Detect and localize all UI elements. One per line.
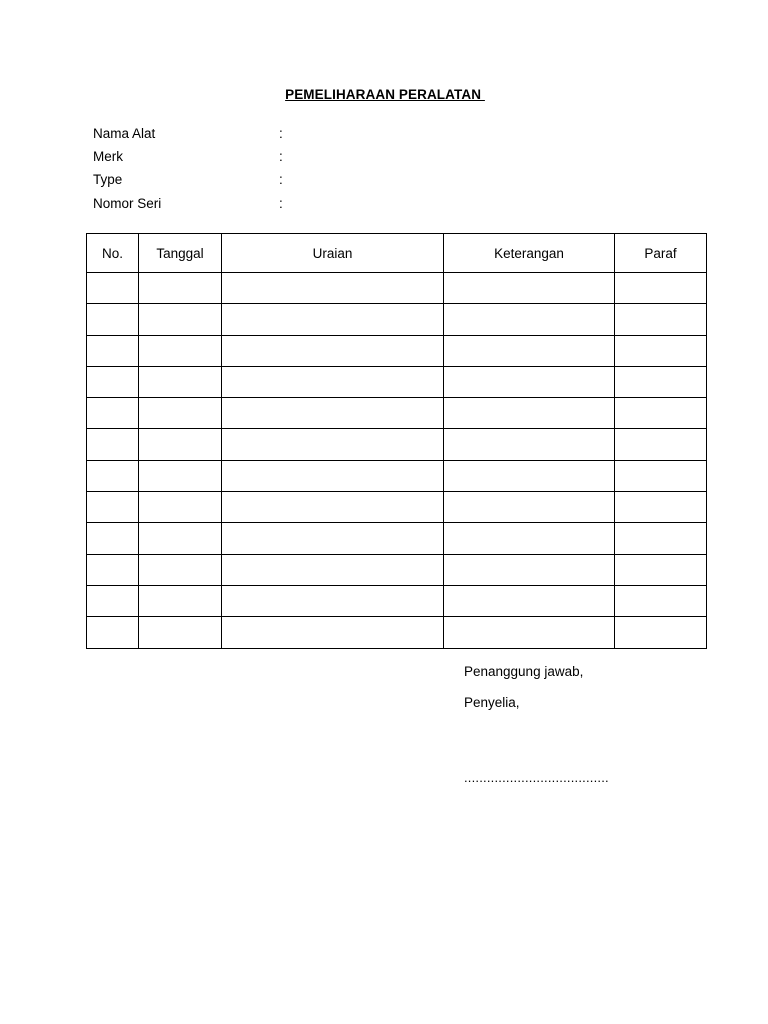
- field-label: Type: [93, 172, 123, 187]
- field-separator: :: [279, 196, 283, 211]
- table-cell: [615, 366, 707, 397]
- table-cell: [222, 617, 444, 648]
- table-cell: [87, 585, 139, 616]
- table-cell: [87, 617, 139, 648]
- table-row: [87, 523, 707, 554]
- table-row: [87, 460, 707, 491]
- table-row: [87, 335, 707, 366]
- table-row: [87, 429, 707, 460]
- table-cell: [87, 273, 139, 304]
- column-header-keterangan: Keterangan: [444, 234, 615, 273]
- table-cell: [222, 523, 444, 554]
- column-header-tanggal: Tanggal: [139, 234, 222, 273]
- table-cell: [444, 460, 615, 491]
- table-cell: [444, 366, 615, 397]
- table-cell: [444, 429, 615, 460]
- field-separator: :: [279, 126, 283, 141]
- table-cell: [444, 492, 615, 523]
- document-title: PEMELIHARAAN PERALATAN: [285, 87, 485, 102]
- table-cell: [615, 492, 707, 523]
- table-cell: [139, 617, 222, 648]
- table-cell: [222, 366, 444, 397]
- table-cell: [222, 429, 444, 460]
- table-cell: [139, 273, 222, 304]
- field-separator: :: [279, 149, 283, 164]
- table-cell: [444, 273, 615, 304]
- table-cell: [444, 617, 615, 648]
- table-header-row: [87, 234, 707, 273]
- table-cell: [222, 398, 444, 429]
- table-cell: [139, 398, 222, 429]
- table-cell: [139, 335, 222, 366]
- table-cell: [615, 429, 707, 460]
- table-cell: [139, 523, 222, 554]
- table-cell: [139, 585, 222, 616]
- table-cell: [139, 429, 222, 460]
- column-header-uraian: Uraian: [222, 234, 444, 273]
- table-cell: [222, 304, 444, 335]
- field-separator: :: [279, 172, 283, 187]
- table-row: [87, 492, 707, 523]
- table-cell: [139, 554, 222, 585]
- field-label: Nomor Seri: [93, 196, 162, 211]
- table-cell: [87, 492, 139, 523]
- table-row: [87, 366, 707, 397]
- table-cell: [615, 398, 707, 429]
- maintenance-log-table: [86, 233, 707, 649]
- table-cell: [444, 585, 615, 616]
- table-cell: [444, 554, 615, 585]
- table-row: [87, 585, 707, 616]
- table-cell: [139, 460, 222, 491]
- signature-role: Penanggung jawab,: [464, 664, 584, 679]
- table-cell: [615, 335, 707, 366]
- table-cell: [615, 554, 707, 585]
- table-cell: [444, 304, 615, 335]
- table-cell: [222, 335, 444, 366]
- table-cell: [222, 554, 444, 585]
- table-cell: [444, 335, 615, 366]
- table-cell: [615, 523, 707, 554]
- table-cell: [139, 304, 222, 335]
- table-cell: [87, 523, 139, 554]
- signature-position: Penyelia,: [464, 695, 520, 710]
- table-row: [87, 617, 707, 648]
- table-cell: [87, 554, 139, 585]
- table-cell: [615, 304, 707, 335]
- column-header-no: No.: [87, 234, 139, 273]
- table-cell: [222, 273, 444, 304]
- table-cell: [222, 460, 444, 491]
- table-row: [87, 398, 707, 429]
- table-cell: [615, 460, 707, 491]
- table-row: [87, 554, 707, 585]
- table-cell: [139, 492, 222, 523]
- field-label: Nama Alat: [93, 126, 156, 141]
- table-cell: [444, 523, 615, 554]
- table-cell: [87, 366, 139, 397]
- table-cell: [615, 617, 707, 648]
- table-cell: [87, 335, 139, 366]
- table-cell: [87, 460, 139, 491]
- column-header-paraf: Paraf: [615, 234, 707, 273]
- table-cell: [87, 304, 139, 335]
- table-cell: [87, 429, 139, 460]
- table-cell: [444, 398, 615, 429]
- table-cell: [615, 585, 707, 616]
- table-body: [87, 273, 707, 649]
- table-row: [87, 304, 707, 335]
- table-cell: [139, 366, 222, 397]
- signature-name-line: ......................................: [464, 770, 609, 785]
- table-row: [87, 273, 707, 304]
- table-cell: [87, 398, 139, 429]
- table-cell: [222, 492, 444, 523]
- table-cell: [615, 273, 707, 304]
- field-label: Merk: [93, 149, 123, 164]
- table-cell: [222, 585, 444, 616]
